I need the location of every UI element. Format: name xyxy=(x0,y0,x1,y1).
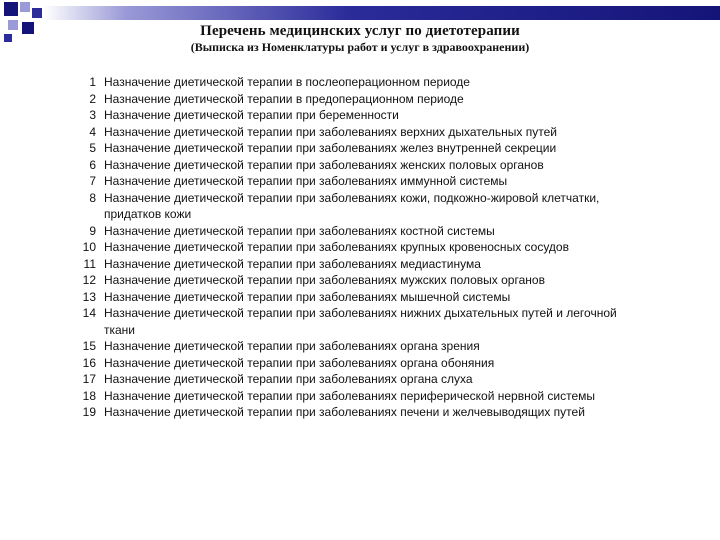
service-number: 10 xyxy=(82,240,96,254)
service-number: 15 xyxy=(82,339,96,353)
service-text: Назначение диетической терапии при заболеваниях органа зрения xyxy=(104,339,480,353)
service-text: Назначение диетической терапии при заболеваниях иммунной системы xyxy=(104,174,508,188)
service-item xyxy=(70,239,650,256)
service-item xyxy=(70,173,650,190)
service-text: Назначение диетической терапии при заболеваниях органа слуха xyxy=(104,372,473,386)
decor-square xyxy=(32,8,42,18)
service-text: Назначение диетической терапии при заболеваниях мышечной системы xyxy=(104,289,511,304)
service-item xyxy=(70,124,650,141)
service-number: 16 xyxy=(82,355,96,370)
service-number: 19 xyxy=(82,405,96,419)
decor-square xyxy=(4,2,18,16)
service-number: 12 xyxy=(82,273,96,287)
service-item xyxy=(70,338,650,355)
service-item xyxy=(70,404,650,421)
service-item xyxy=(70,91,650,108)
page-subtitle: (Выписка из Номенклатуры работ и услуг в здравоохранении) xyxy=(190,40,530,54)
service-item xyxy=(70,140,650,157)
service-text: Назначение диетической терапии при заболеваниях крупных кровеносных сосудов xyxy=(104,240,569,254)
service-number: 4 xyxy=(89,124,96,139)
service-number: 9 xyxy=(89,223,96,238)
service-item xyxy=(70,223,650,240)
page-title: Перечень медицинских услуг по диетотерапии xyxy=(200,23,520,39)
service-item xyxy=(70,190,650,223)
service-text: Назначение диетической терапии при заболеваниях верхних дыхательных путей xyxy=(104,124,557,139)
service-text: Назначение диетической терапии при заболеваниях медиастинума xyxy=(104,256,481,271)
service-number: 2 xyxy=(89,91,96,106)
services-list xyxy=(70,74,650,421)
service-item xyxy=(70,272,650,289)
service-number: 14 xyxy=(82,306,96,320)
service-item xyxy=(70,157,650,174)
service-text: Назначение диетической терапии в послеоперационном периоде xyxy=(104,75,470,89)
service-number: 8 xyxy=(89,190,96,205)
service-number: 7 xyxy=(89,174,96,188)
service-text: Назначение диетической терапии при заболеваниях костной системы xyxy=(104,223,495,238)
service-text: Назначение диетической терапии при заболеваниях печени и желчевыводящих путей xyxy=(104,405,585,419)
service-number: 17 xyxy=(82,372,96,386)
service-item xyxy=(70,371,650,388)
service-text: Назначение диетической терапии при заболеваниях нижних дыхательных путей и легочной ткани xyxy=(104,306,617,337)
service-text: Назначение диетической терапии при беременности xyxy=(104,108,399,122)
service-text: Назначение диетической терапии при заболеваниях кожи, подкожно-жировой клетчатки, придатков кожи xyxy=(104,190,600,221)
service-item xyxy=(70,305,650,338)
service-number: 3 xyxy=(89,108,96,122)
service-item xyxy=(70,289,650,306)
service-number: 18 xyxy=(82,388,96,403)
header-bar xyxy=(44,6,720,20)
service-text: Назначение диетической терапии при заболеваниях периферической нервной системы xyxy=(104,388,596,403)
service-number: 6 xyxy=(89,157,96,172)
service-number: 11 xyxy=(83,256,96,271)
service-text: Назначение диетической терапии при заболеваниях органа обоняния xyxy=(104,355,495,370)
service-item xyxy=(70,256,650,273)
service-number: 13 xyxy=(82,289,96,304)
service-item xyxy=(70,107,650,124)
service-number: 5 xyxy=(89,141,96,155)
service-item xyxy=(70,355,650,372)
service-text: Назначение диетической терапии при заболеваниях женских половых органов xyxy=(104,157,544,172)
service-text: Назначение диетической терапии в предоперационном периоде xyxy=(104,91,464,106)
decor-square xyxy=(20,2,30,12)
service-number: 1 xyxy=(89,75,96,89)
service-item xyxy=(70,74,650,91)
service-item xyxy=(70,388,650,405)
service-text: Назначение диетической терапии при заболеваниях мужских половых органов xyxy=(104,273,545,287)
service-text: Назначение диетической терапии при заболеваниях желез внутренней секреции xyxy=(104,141,557,155)
